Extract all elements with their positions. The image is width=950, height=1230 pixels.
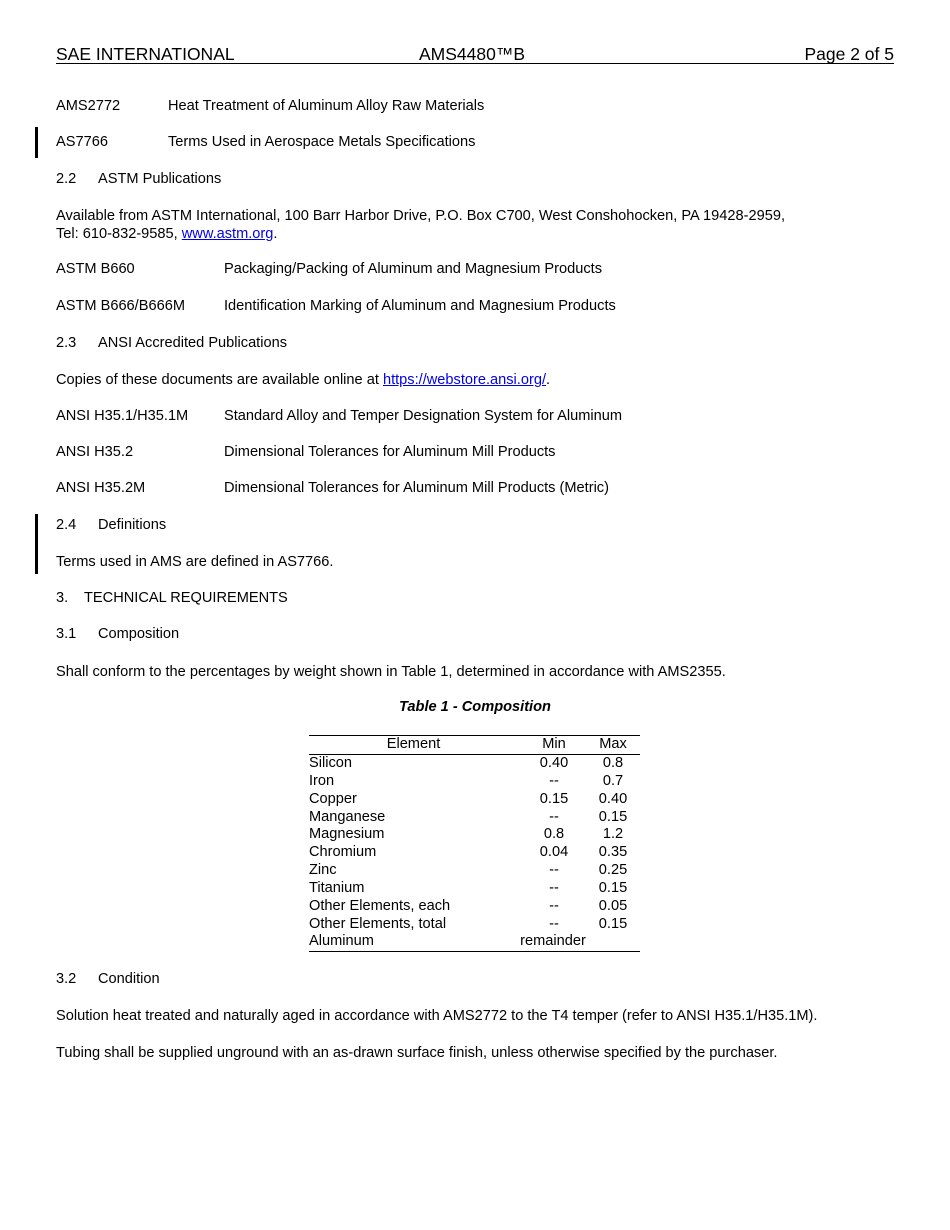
reference-title: Terms Used in Aerospace Metals Specifications: [168, 134, 476, 150]
table-header-row: [309, 736, 640, 755]
column-header-min: Min: [542, 736, 566, 752]
table-row: [309, 844, 640, 862]
cell-element: Manganese: [309, 808, 386, 825]
cell-min: --: [549, 897, 559, 914]
cell-min: --: [549, 772, 559, 789]
section-title: Condition: [98, 971, 160, 987]
paragraph: [56, 371, 894, 389]
cell-element: Aluminum: [309, 933, 374, 950]
paragraph-line: Available from ASTM International, 100 Barr Harbor Drive, P.O. Box C700, West Conshohocken, PA 19428-2959,: [56, 208, 785, 224]
reference-code: ANSI H35.1/H35.1M: [56, 408, 189, 424]
column-header-element: Element: [386, 736, 441, 752]
header-doc-id: AMS4480™B: [419, 44, 526, 64]
cell-max: 0.8: [602, 755, 624, 771]
revision-bar: [35, 127, 38, 158]
reference-title: Standard Alloy and Temper Designation System for Aluminum: [224, 408, 623, 424]
paragraph-text: .: [273, 226, 278, 242]
cell-max: 0.15: [598, 915, 628, 932]
paragraph: Tubing shall be supplied unground with an as-drawn surface finish, unless otherwise specified by the purchaser.: [56, 1045, 778, 1061]
table-row: [309, 898, 640, 916]
cell-min: --: [549, 862, 559, 879]
header-rule: [56, 63, 894, 64]
reference-title: Dimensional Tolerances for Aluminum Mill Products (Metric): [224, 480, 609, 496]
cell-element: Magnesium: [309, 826, 385, 843]
cell-min: 0.40: [539, 755, 569, 771]
cell-min: 0.8: [543, 826, 565, 843]
table-title: Table 1 - Composition: [399, 699, 551, 715]
section-number: 2.4: [56, 517, 77, 533]
cell-max: 0.7: [602, 772, 624, 789]
header-page-number: Page 2 of 5: [804, 44, 894, 64]
paragraph: [56, 207, 894, 225]
paragraph-text: .: [546, 372, 551, 388]
cell-min: --: [549, 808, 559, 825]
paragraph: Terms used in AMS are defined in AS7766.: [56, 554, 334, 570]
table-row: [309, 880, 640, 898]
cell-max: 0.25: [598, 862, 628, 879]
table-row: [309, 791, 640, 809]
cell-remainder: remainder: [520, 933, 586, 950]
cell-element: Titanium: [309, 879, 365, 896]
reference-title: Dimensional Tolerances for Aluminum Mill Products: [224, 444, 556, 460]
section-number: 2.3: [56, 335, 77, 351]
table-row: [309, 809, 640, 827]
table-row: [309, 933, 640, 951]
section-title: ANSI Accredited Publications: [98, 335, 288, 351]
cell-element: Zinc: [309, 862, 337, 879]
composition-table: [309, 735, 640, 952]
cell-element: Chromium: [309, 844, 377, 861]
paragraph: Solution heat treated and naturally aged in accordance with AMS2772 to the T4 temper (refer to ANSI H35.1/H35.1M).: [56, 1008, 818, 1024]
reference-title: Heat Treatment of Aluminum Alloy Raw Materials: [168, 98, 485, 114]
reference-title: Identification Marking of Aluminum and Magnesium Products: [224, 298, 616, 314]
table-row: [309, 773, 640, 791]
section-number: 3.2: [56, 971, 77, 987]
reference-code: ANSI H35.2: [56, 444, 134, 460]
reference-code: AS7766: [56, 134, 108, 150]
cell-min: --: [549, 915, 559, 932]
reference-code: AMS2772: [56, 98, 121, 114]
reference-code: ANSI H35.2M: [56, 480, 146, 496]
header-org: SAE INTERNATIONAL: [56, 44, 235, 64]
cell-element: Other Elements, each: [309, 897, 451, 914]
table-row: [309, 826, 640, 844]
cell-max: 0.15: [598, 808, 628, 825]
section-title: TECHNICAL REQUIREMENTS: [84, 590, 288, 606]
reference-code: ASTM B660: [56, 261, 135, 277]
cell-element: Other Elements, total: [309, 915, 447, 932]
section-title: ASTM Publications: [98, 171, 222, 187]
cell-max: 0.15: [598, 879, 628, 896]
paragraph-text: Tel: 610-832-9585,: [56, 226, 182, 242]
table-row: [309, 755, 640, 773]
table-body: [309, 755, 640, 933]
astm-link[interactable]: www.astm.org: [181, 226, 274, 242]
paragraph: Shall conform to the percentages by weight shown in Table 1, determined in accordance with AMS2355.: [56, 664, 726, 680]
paragraph: [56, 225, 894, 243]
cell-min: 0.15: [539, 790, 569, 807]
section-number: 3.: [56, 590, 69, 606]
cell-element: Copper: [309, 790, 357, 807]
cell-min: 0.04: [539, 844, 569, 861]
section-heading: [56, 171, 76, 187]
reference-code: ASTM B666/B666M: [56, 298, 185, 314]
cell-max: 0.40: [598, 790, 628, 807]
section-number: 2.2: [56, 171, 77, 187]
table-row: [309, 862, 640, 880]
paragraph-text: Copies of these documents are available online at: [56, 372, 383, 388]
cell-max: 1.2: [602, 826, 624, 843]
ansi-webstore-link[interactable]: https://webstore.ansi.org/: [382, 372, 546, 388]
table-row: [309, 916, 640, 934]
cell-max: 0.05: [598, 897, 628, 914]
cell-min: --: [549, 879, 559, 896]
section-title: Composition: [98, 626, 180, 642]
cell-element: Iron: [309, 772, 335, 789]
revision-bar: [35, 514, 38, 574]
cell-max: 0.35: [598, 844, 628, 861]
column-header-max: Max: [599, 736, 627, 752]
section-title: Definitions: [98, 517, 167, 533]
cell-element: Silicon: [309, 755, 352, 771]
reference-title: Packaging/Packing of Aluminum and Magnesium Products: [224, 261, 603, 277]
section-number: 3.1: [56, 626, 77, 642]
